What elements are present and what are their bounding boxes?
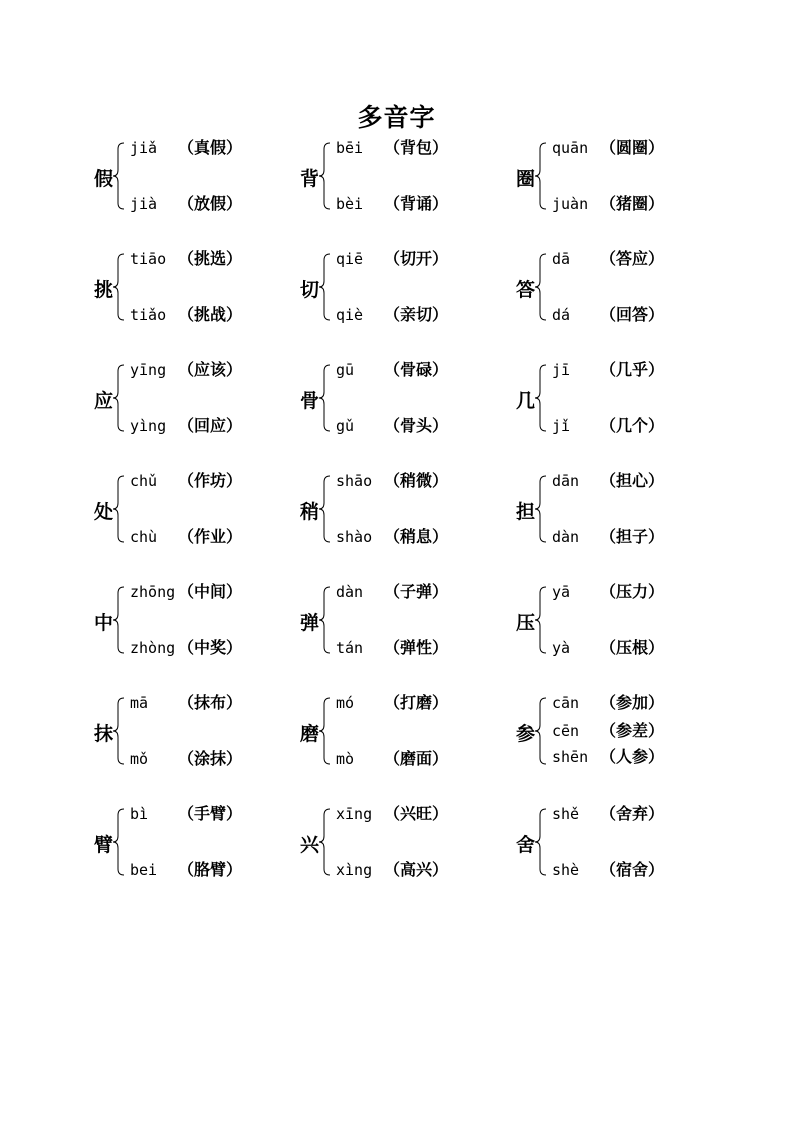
entry-char: 稍 xyxy=(300,501,320,523)
entry-7 xyxy=(300,360,530,460)
brace-icon xyxy=(112,586,126,654)
entry-15 xyxy=(94,693,324,793)
brace-icon xyxy=(112,253,126,321)
pinyin-reading: yīng xyxy=(130,361,167,379)
entry-9 xyxy=(94,471,324,571)
example-word: （亲切） xyxy=(384,305,449,324)
entry-char: 舍 xyxy=(516,834,536,856)
entry-19 xyxy=(300,804,530,904)
example-word: （中间） xyxy=(178,582,243,601)
pinyin-reading: jǐ xyxy=(552,417,571,435)
pinyin-reading: dàn xyxy=(552,528,580,546)
pinyin-reading: yà xyxy=(552,639,571,657)
example-word: （涂抹） xyxy=(178,749,243,768)
example-word: （参差） xyxy=(600,721,665,740)
pinyin-reading: xìng xyxy=(336,861,373,879)
brace-icon xyxy=(318,475,332,543)
entry-char: 切 xyxy=(300,279,320,301)
entry-char: 几 xyxy=(516,390,536,412)
brace-icon xyxy=(112,808,126,876)
pinyin-reading: dàn xyxy=(336,583,364,601)
example-word: （中奖） xyxy=(178,638,243,657)
example-word: （骨头） xyxy=(384,416,449,435)
pinyin-reading: chǔ xyxy=(130,472,158,490)
example-word: （舍弃） xyxy=(600,804,665,823)
brace-icon xyxy=(534,697,548,765)
entry-5 xyxy=(516,249,746,349)
entry-char: 抹 xyxy=(94,723,114,745)
pinyin-reading: dān xyxy=(552,472,580,490)
pinyin-reading: bì xyxy=(130,805,149,823)
pinyin-reading: zhōng xyxy=(130,583,176,601)
example-word: （宿舍） xyxy=(600,860,665,879)
brace-icon xyxy=(318,253,332,321)
example-word: （回答） xyxy=(600,305,665,324)
example-word: （回应） xyxy=(178,416,243,435)
brace-icon xyxy=(112,142,126,210)
pinyin-reading: bei xyxy=(130,861,158,879)
example-word: （人参） xyxy=(600,747,665,766)
example-word: （弹性） xyxy=(384,638,449,657)
brace-icon xyxy=(534,364,548,432)
entry-char: 中 xyxy=(94,612,114,634)
example-word: （稍微） xyxy=(384,471,449,490)
pinyin-reading: cēn xyxy=(552,722,580,740)
brace-icon xyxy=(534,586,548,654)
brace-icon xyxy=(318,142,332,210)
example-word: （胳臂） xyxy=(178,860,243,879)
pinyin-reading: jiǎ xyxy=(130,139,158,157)
example-word: （背诵） xyxy=(384,194,449,213)
entry-char: 弹 xyxy=(300,612,320,634)
brace-icon xyxy=(318,586,332,654)
pinyin-reading: tiǎo xyxy=(130,306,167,324)
example-word: （磨面） xyxy=(384,749,449,768)
entry-6 xyxy=(94,360,324,460)
pinyin-reading: tiāo xyxy=(130,250,167,268)
pinyin-reading: dá xyxy=(552,306,571,324)
entry-char: 背 xyxy=(300,168,320,190)
entry-char: 担 xyxy=(516,501,536,523)
entry-10 xyxy=(300,471,530,571)
pinyin-reading: quān xyxy=(552,139,589,157)
example-word: （猪圈） xyxy=(600,194,665,213)
pinyin-reading: cān xyxy=(552,694,580,712)
entry-13 xyxy=(300,582,530,682)
example-word: （参加） xyxy=(600,693,665,712)
pinyin-reading: qiē xyxy=(336,250,364,268)
pinyin-reading: yìng xyxy=(130,417,167,435)
example-word: （作坊） xyxy=(178,471,243,490)
example-word: （担子） xyxy=(600,527,665,546)
pinyin-reading: jī xyxy=(552,361,571,379)
pinyin-reading: gǔ xyxy=(336,417,355,435)
entry-char: 骨 xyxy=(300,390,320,412)
pinyin-reading: jià xyxy=(130,195,158,213)
entry-2 xyxy=(516,138,746,238)
entry-1 xyxy=(300,138,530,238)
brace-icon xyxy=(534,808,548,876)
pinyin-reading: zhòng xyxy=(130,639,176,657)
example-word: （几个） xyxy=(600,416,665,435)
example-word: （挑战） xyxy=(178,305,243,324)
example-word: （压力） xyxy=(600,582,665,601)
entry-14 xyxy=(516,582,746,682)
pinyin-reading: mò xyxy=(336,750,355,768)
example-word: （抹布） xyxy=(178,693,243,712)
entry-char: 压 xyxy=(516,612,536,634)
pinyin-reading: xīng xyxy=(336,805,373,823)
entry-char: 答 xyxy=(516,279,536,301)
entry-char: 处 xyxy=(94,501,114,523)
entry-8 xyxy=(516,360,746,460)
pinyin-reading: shāo xyxy=(336,472,373,490)
pinyin-reading: bēi xyxy=(336,139,364,157)
example-word: （兴旺） xyxy=(384,804,449,823)
pinyin-reading: gū xyxy=(336,361,355,379)
brace-icon xyxy=(112,364,126,432)
entry-char: 参 xyxy=(516,723,536,745)
entry-char: 磨 xyxy=(300,723,320,745)
brace-icon xyxy=(318,697,332,765)
brace-icon xyxy=(112,697,126,765)
entry-17 xyxy=(516,693,746,793)
pinyin-reading: mó xyxy=(336,694,355,712)
entry-char: 假 xyxy=(94,168,114,190)
pinyin-reading: dā xyxy=(552,250,571,268)
example-word: （答应） xyxy=(600,249,665,268)
example-word: （圆圈） xyxy=(600,138,665,157)
example-word: （压根） xyxy=(600,638,665,657)
pinyin-reading: bèi xyxy=(336,195,364,213)
entry-char: 兴 xyxy=(300,834,320,856)
example-word: （担心） xyxy=(600,471,665,490)
example-word: （切开） xyxy=(384,249,449,268)
entry-18 xyxy=(94,804,324,904)
entry-char: 圈 xyxy=(516,168,536,190)
page-title: 多音字 xyxy=(357,103,436,132)
pinyin-reading: chù xyxy=(130,528,158,546)
pinyin-reading: yā xyxy=(552,583,571,601)
example-word: （挑选） xyxy=(178,249,243,268)
pinyin-reading: shè xyxy=(552,861,580,879)
brace-icon xyxy=(318,364,332,432)
entry-char: 挑 xyxy=(94,279,114,301)
entry-char: 臂 xyxy=(94,834,114,856)
brace-icon xyxy=(112,475,126,543)
example-word: （骨碌） xyxy=(384,360,449,379)
pinyin-reading: mā xyxy=(130,694,149,712)
entry-12 xyxy=(94,582,324,682)
entry-11 xyxy=(516,471,746,571)
example-word: （背包） xyxy=(384,138,449,157)
entry-0 xyxy=(94,138,324,238)
example-word: （打磨） xyxy=(384,693,449,712)
example-word: （高兴） xyxy=(384,860,449,879)
pinyin-reading: shēn xyxy=(552,748,589,766)
example-word: （放假） xyxy=(178,194,243,213)
example-word: （作业） xyxy=(178,527,243,546)
entry-20 xyxy=(516,804,746,904)
entry-16 xyxy=(300,693,530,793)
brace-icon xyxy=(534,253,548,321)
entry-char: 应 xyxy=(94,390,114,412)
pinyin-reading: tán xyxy=(336,639,364,657)
brace-icon xyxy=(534,142,548,210)
example-word: （应该） xyxy=(178,360,243,379)
entry-3 xyxy=(94,249,324,349)
example-word: （真假） xyxy=(178,138,243,157)
entry-4 xyxy=(300,249,530,349)
brace-icon xyxy=(534,475,548,543)
example-word: （几乎） xyxy=(600,360,665,379)
pinyin-reading: qiè xyxy=(336,306,364,324)
example-word: （稍息） xyxy=(384,527,449,546)
pinyin-reading: mǒ xyxy=(130,750,149,768)
brace-icon xyxy=(318,808,332,876)
example-word: （子弹） xyxy=(384,582,449,601)
pinyin-reading: shě xyxy=(552,805,580,823)
pinyin-reading: juàn xyxy=(552,195,589,213)
example-word: （手臂） xyxy=(178,804,243,823)
pinyin-reading: shào xyxy=(336,528,373,546)
